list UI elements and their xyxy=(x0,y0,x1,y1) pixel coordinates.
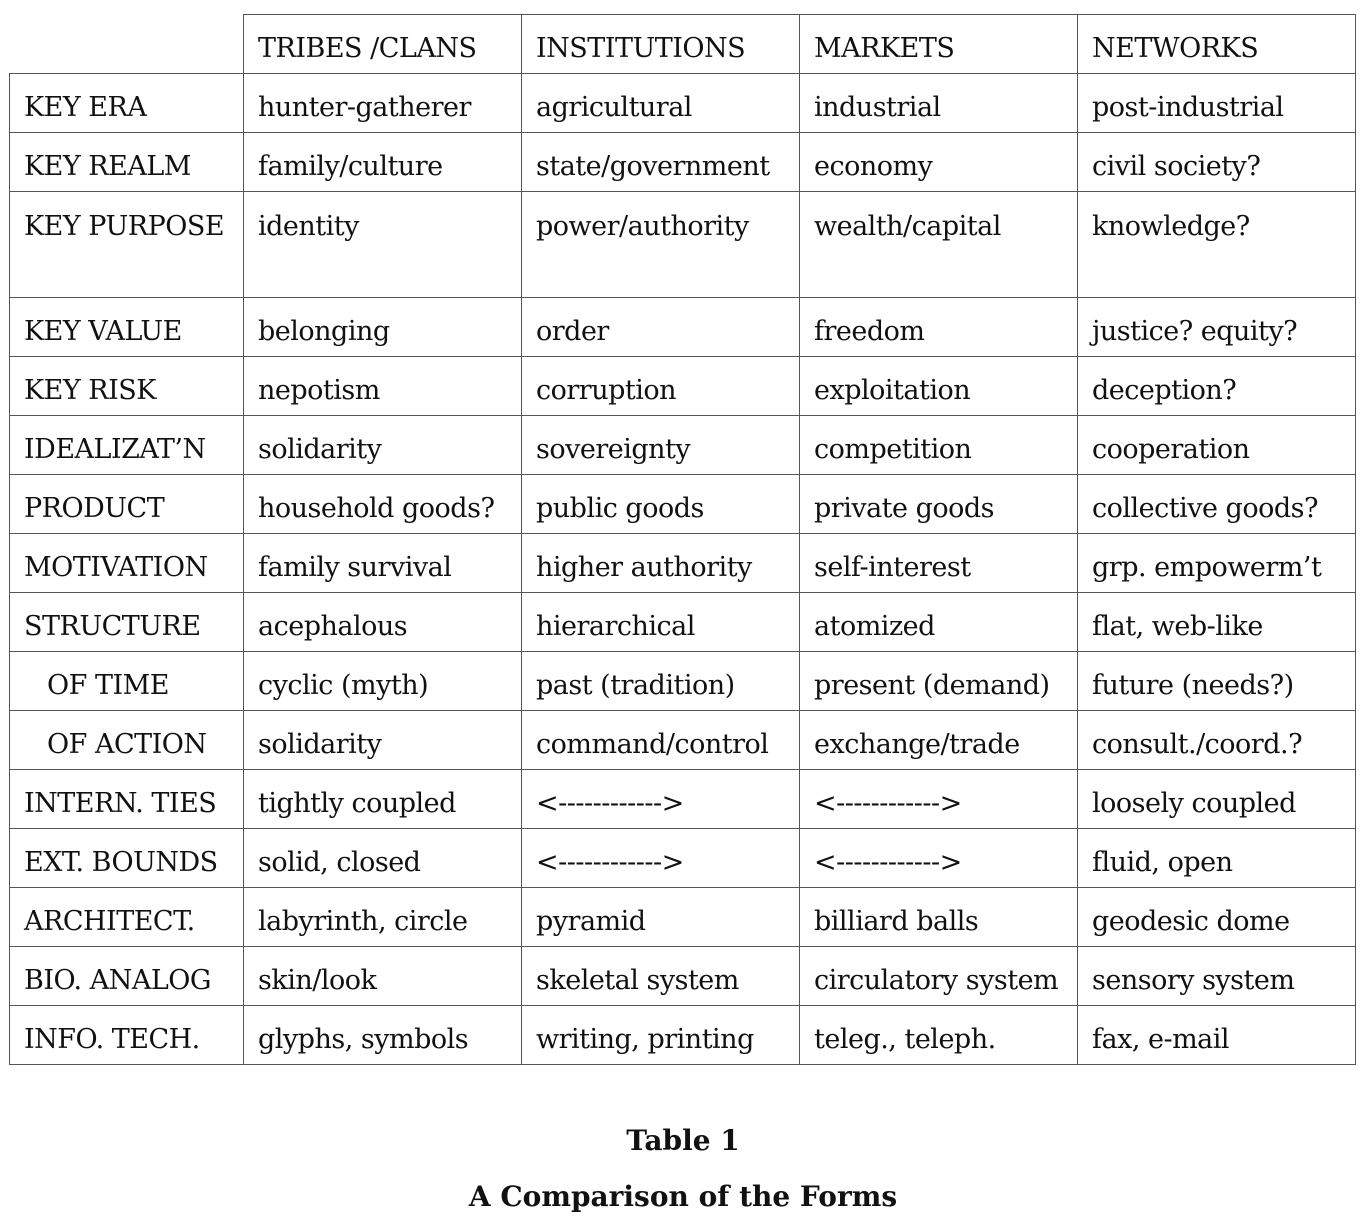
table-cell: billiard balls xyxy=(800,888,1078,947)
table-cell: collective goods? xyxy=(1078,475,1356,534)
row-label: BIO. ANALOG xyxy=(10,947,244,1006)
table-cell: industrial xyxy=(800,74,1078,133)
table-cell: skeletal system xyxy=(522,947,800,1006)
row-label: KEY RISK xyxy=(10,357,244,416)
table-cell: past (tradition) xyxy=(522,652,800,711)
table-cell: teleg., teleph. xyxy=(800,1006,1078,1065)
row-label: PRODUCT xyxy=(10,475,244,534)
table-cell: public goods xyxy=(522,475,800,534)
table-cell: glyphs, symbols xyxy=(244,1006,522,1065)
table-row xyxy=(10,947,1356,1006)
table-cell: household goods? xyxy=(244,475,522,534)
table-cell: identity xyxy=(244,192,522,298)
table-cell: corruption xyxy=(522,357,800,416)
row-label: KEY REALM xyxy=(10,133,244,192)
row-label: KEY ERA xyxy=(10,74,244,133)
table-cell: knowledge? xyxy=(1078,192,1356,298)
table-row xyxy=(10,298,1356,357)
table-cell: sovereignty xyxy=(522,416,800,475)
table-row xyxy=(10,652,1356,711)
table-cell: acephalous xyxy=(244,593,522,652)
row-label: STRUCTURE xyxy=(10,593,244,652)
table-cell: command/control xyxy=(522,711,800,770)
table-cell: fax, e-mail xyxy=(1078,1006,1356,1065)
table-cell: post-industrial xyxy=(1078,74,1356,133)
table-title: A Comparison of the Forms xyxy=(468,1180,898,1213)
table-cell: grp. empowerm’t xyxy=(1078,534,1356,593)
table-row xyxy=(10,192,1356,298)
table-cell: writing, printing xyxy=(522,1006,800,1065)
table-row xyxy=(10,829,1356,888)
table-cell: cyclic (myth) xyxy=(244,652,522,711)
table-cell: economy xyxy=(800,133,1078,192)
row-label: OF TIME xyxy=(10,652,244,711)
table-row xyxy=(10,770,1356,829)
table-cell: loosely coupled xyxy=(1078,770,1356,829)
table-cell: self-interest xyxy=(800,534,1078,593)
table-cell: <------------> xyxy=(800,829,1078,888)
table-cell: order xyxy=(522,298,800,357)
row-label: ARCHITECT. xyxy=(10,888,244,947)
table-row xyxy=(10,534,1356,593)
table-cell: geodesic dome xyxy=(1078,888,1356,947)
table-cell: flat, web-like xyxy=(1078,593,1356,652)
table-cell: power/authority xyxy=(522,192,800,298)
table-cell: deception? xyxy=(1078,357,1356,416)
table-cell: sensory system xyxy=(1078,947,1356,1006)
row-label: OF ACTION xyxy=(10,711,244,770)
row-label: MOTIVATION xyxy=(10,534,244,593)
table-cell: competition xyxy=(800,416,1078,475)
table-row xyxy=(10,416,1356,475)
table-cell: tightly coupled xyxy=(244,770,522,829)
column-header-institutions: INSTITUTIONS xyxy=(522,15,800,74)
table-row xyxy=(10,593,1356,652)
table-row xyxy=(10,133,1356,192)
table-cell: <------------> xyxy=(522,770,800,829)
table-row xyxy=(10,888,1356,947)
table-cell: exchange/trade xyxy=(800,711,1078,770)
corner-cell xyxy=(10,15,244,74)
table-cell: wealth/capital xyxy=(800,192,1078,298)
table-cell: hunter-gatherer xyxy=(244,74,522,133)
table-cell: cooperation xyxy=(1078,416,1356,475)
table-cell: solid, closed xyxy=(244,829,522,888)
table-row xyxy=(10,357,1356,416)
column-header-markets: MARKETS xyxy=(800,15,1078,74)
table-cell: nepotism xyxy=(244,357,522,416)
table-cell: skin/look xyxy=(244,947,522,1006)
table-row xyxy=(10,1006,1356,1065)
table-cell: solidarity xyxy=(244,416,522,475)
table-cell: higher authority xyxy=(522,534,800,593)
table-cell: hierarchical xyxy=(522,593,800,652)
table-cell: belonging xyxy=(244,298,522,357)
table-number: Table 1 xyxy=(626,1124,740,1157)
column-header-networks: NETWORKS xyxy=(1078,15,1356,74)
table-row xyxy=(10,711,1356,770)
table-cell: pyramid xyxy=(522,888,800,947)
table-cell: circulatory system xyxy=(800,947,1078,1006)
table-cell: labyrinth, circle xyxy=(244,888,522,947)
table-cell: freedom xyxy=(800,298,1078,357)
header-row xyxy=(10,15,1356,74)
table-cell: present (demand) xyxy=(800,652,1078,711)
row-label: KEY VALUE xyxy=(10,298,244,357)
column-header-tribes: TRIBES /CLANS xyxy=(244,15,522,74)
table-cell: solidarity xyxy=(244,711,522,770)
row-label: KEY PURPOSE xyxy=(10,192,244,298)
row-label: INFO. TECH. xyxy=(10,1006,244,1065)
row-label: IDEALIZAT’N xyxy=(10,416,244,475)
table-cell: consult./coord.? xyxy=(1078,711,1356,770)
table-cell: exploitation xyxy=(800,357,1078,416)
table-row xyxy=(10,74,1356,133)
table-cell: private goods xyxy=(800,475,1078,534)
table-cell: state/government xyxy=(522,133,800,192)
table-cell: future (needs?) xyxy=(1078,652,1356,711)
table-cell: family/culture xyxy=(244,133,522,192)
table-cell: civil society? xyxy=(1078,133,1356,192)
table-cell: <------------> xyxy=(800,770,1078,829)
row-label: EXT. BOUNDS xyxy=(10,829,244,888)
table-row xyxy=(10,475,1356,534)
table-cell: atomized xyxy=(800,593,1078,652)
table-cell: agricultural xyxy=(522,74,800,133)
table-cell: family survival xyxy=(244,534,522,593)
table-cell: <------------> xyxy=(522,829,800,888)
comparison-table xyxy=(9,14,1356,1065)
table-cell: fluid, open xyxy=(1078,829,1356,888)
table-cell: justice? equity? xyxy=(1078,298,1356,357)
row-label: INTERN. TIES xyxy=(10,770,244,829)
